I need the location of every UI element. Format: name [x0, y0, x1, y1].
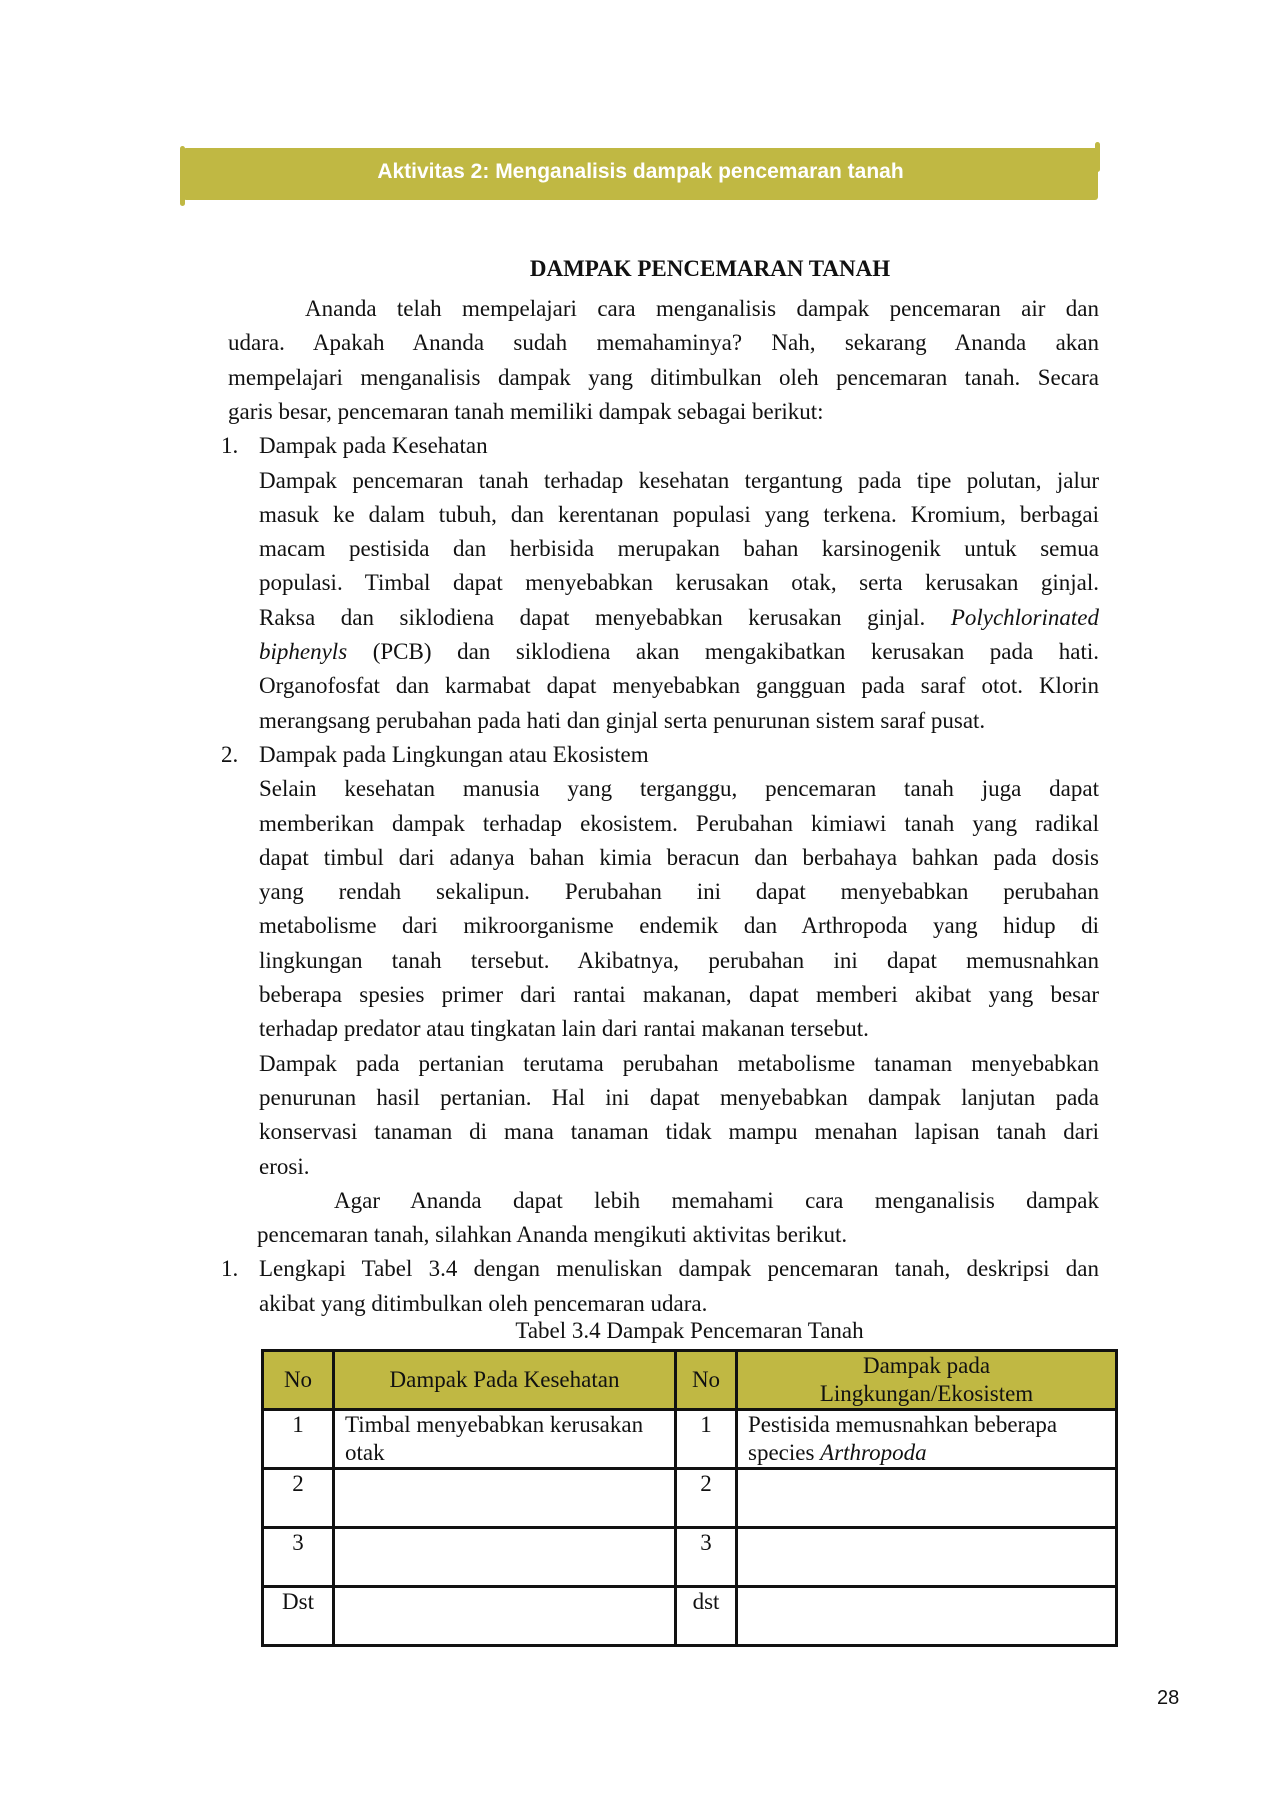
text-segment: pencemaran tanah, silahkan Ananda mengikuti aktivitas berikut. — [257, 1222, 848, 1248]
page-number: 28 — [1157, 1687, 1180, 1709]
text-segment: yang rendah sekalipun. Perubahan ini dapat menyebabkan perubahan — [259, 879, 1099, 905]
list-number: 1. — [221, 433, 239, 459]
text-segment: Selain kesehatan manusia yang terganggu, pencemaran tanah juga dapat — [259, 776, 1099, 802]
text-line — [259, 429, 1099, 463]
cell-no: 3 — [676, 1528, 737, 1587]
table-row — [263, 1528, 1117, 1587]
table-row — [263, 1469, 1117, 1528]
text-segment: Lengkapi Tabel 3.4 dengan menuliskan dampak pencemaran tanah, deskripsi dan — [259, 1256, 1099, 1282]
cell-italic-text: Arthropoda — [820, 1440, 927, 1465]
text-line — [305, 292, 1099, 326]
activity-banner — [183, 148, 1098, 200]
impact-table — [261, 1349, 1118, 1647]
text-segment: beberapa spesies primer dari rantai makanan, dapat memberi akibat yang besar — [259, 982, 1099, 1007]
text-segment: Dampak pada Lingkungan atau Ekosistem — [259, 741, 649, 767]
text-line — [259, 807, 1099, 841]
text-segment: udara. Apakah Ananda sudah memahaminya? Nah, sekarang Ananda akan — [228, 330, 1099, 356]
text-segment: terhadap predator atau tingkatan lain dari rantai makanan tersebut. — [259, 1016, 869, 1042]
cell-health — [334, 1587, 676, 1646]
text-line — [257, 1218, 1099, 1252]
text-line — [259, 944, 1099, 978]
cell-environment — [737, 1587, 1117, 1646]
text-line — [259, 704, 1099, 738]
text-line — [228, 326, 1099, 360]
cell-health — [334, 1469, 676, 1528]
text-segment: Dampak pada Kesehatan — [259, 433, 488, 459]
text-line — [259, 566, 1099, 600]
text-line — [259, 738, 1099, 772]
list-number: 2. — [221, 741, 239, 767]
cell-environment — [737, 1410, 1117, 1469]
text-line — [259, 669, 1099, 703]
table-row — [263, 1410, 1117, 1469]
text-segment: Dampak pada pertanian terutama perubahan metabolisme tanaman menyebabkan — [259, 1050, 1099, 1076]
text-segment: akibat yang ditimbulkan oleh pencemaran udara. — [259, 1290, 708, 1316]
text-line — [259, 1081, 1099, 1115]
text-segment: Ananda telah mempelajari cara menganalisis dampak pencemaran air dan — [305, 296, 1099, 321]
text-line — [228, 361, 1099, 395]
text-segment: penurunan hasil pertanian. Hal ini dapat menyebabkan dampak lanjutan pada — [259, 1084, 1099, 1110]
text-line — [259, 498, 1099, 532]
italic-text: biphenyls — [259, 639, 348, 664]
table-caption: Tabel 3.4 Dampak Pencemaran Tanah — [515, 1318, 864, 1343]
text-segment: Agar Ananda dapat lebih memahami cara menganalisis dampak — [334, 1187, 1099, 1213]
text-segment: Organofosfat dan karmabat dapat menyebabkan gangguan pada saraf otot. Klorin — [259, 673, 1099, 699]
text-segment: merangsang perubahan pada hati dan ginjal serta penurunan sistem saraf pusat. — [259, 707, 986, 733]
cell-text: Pestisida memusnahkan beberapa species — [748, 1412, 1058, 1465]
header-no: No — [263, 1351, 334, 1410]
cell-environment — [737, 1528, 1117, 1587]
header-health: Dampak Pada Kesehatan — [334, 1351, 676, 1410]
text-line — [259, 1012, 1099, 1046]
text-line — [259, 1150, 1099, 1184]
text-segment: metabolisme dari mikroorganisme endemik dan Arthropoda yang hidup di — [259, 913, 1099, 939]
text-segment: konservasi tanaman di mana tanaman tidak mampu menahan lapisan tanah dari — [259, 1119, 1099, 1145]
text-line — [259, 1252, 1099, 1286]
text-line — [259, 841, 1099, 875]
cell-health — [334, 1528, 676, 1587]
text-segment: dapat timbul dari adanya bahan kimia beracun dan berbahaya bahkan pada dosis — [259, 844, 1099, 870]
text-line — [259, 909, 1099, 943]
text-line — [334, 1184, 1099, 1218]
banner-title: Aktivitas 2: Menganalisis dampak pencemaran tanah — [377, 160, 904, 183]
cell-environment — [737, 1469, 1117, 1528]
text-segment: garis besar, pencemaran tanah memiliki dampak sebagai berikut: — [228, 398, 824, 424]
text-line — [259, 464, 1099, 498]
cell-no: 3 — [263, 1528, 334, 1587]
cell-no: dst — [676, 1587, 737, 1646]
header-no: No — [676, 1351, 737, 1410]
section-title: DAMPAK PENCEMARAN TANAH — [529, 256, 891, 281]
text-segment: Dampak pencemaran tanah terhadap kesehatan tergantung pada tipe polutan, jalur — [259, 467, 1099, 493]
text-line — [259, 635, 1099, 669]
text-line — [259, 601, 1099, 635]
cell-no: Dst — [263, 1587, 334, 1646]
cell-no: 1 — [676, 1410, 737, 1469]
cell-no: 2 — [676, 1469, 737, 1528]
text-segment: erosi. — [259, 1153, 310, 1179]
text-segment: lingkungan tanah tersebut. Akibatnya, perubahan ini dapat memusnahkan — [259, 947, 1099, 973]
cell-no: 2 — [263, 1469, 334, 1528]
text-segment: masuk ke dalam tubuh, dan kerentanan populasi yang terkena. Kromium, berbagai — [259, 501, 1099, 527]
text-line — [259, 1287, 1099, 1321]
header-environment: Dampak pada Lingkungan/Ekosistem — [737, 1351, 1117, 1410]
table-row — [263, 1587, 1117, 1646]
text-line — [259, 772, 1099, 806]
text-line — [228, 395, 1099, 429]
cell-health: Timbal menyebabkan kerusakan otak — [334, 1410, 676, 1469]
text-line — [259, 1047, 1099, 1081]
text-segment: memberikan dampak terhadap ekosistem. Perubahan kimiawi tanah yang radikal — [259, 810, 1099, 836]
list-number: 1. — [221, 1256, 239, 1282]
text-line — [259, 532, 1099, 566]
table-header-row — [263, 1351, 1117, 1410]
cell-no: 1 — [263, 1410, 334, 1469]
text-line — [259, 978, 1099, 1012]
text-segment: mempelajari menganalisis dampak yang ditimbulkan oleh pencemaran tanah. Secara — [228, 364, 1099, 390]
italic-text: Polychlorinated — [950, 604, 1099, 630]
text-segment: macam pestisida dan herbisida merupakan bahan karsinogenik untuk semua — [259, 536, 1099, 562]
text-line — [259, 1115, 1099, 1149]
text-segment: Raksa dan siklodiena dapat menyebabkan kerusakan ginjal. — [259, 604, 951, 630]
text-segment: populasi. Timbal dapat menyebabkan kerusakan otak, serta kerusakan ginjal. — [259, 570, 1099, 596]
text-segment: (PCB) dan siklodiena akan mengakibatkan kerusakan pada hati. — [347, 639, 1099, 664]
text-line — [259, 875, 1099, 909]
